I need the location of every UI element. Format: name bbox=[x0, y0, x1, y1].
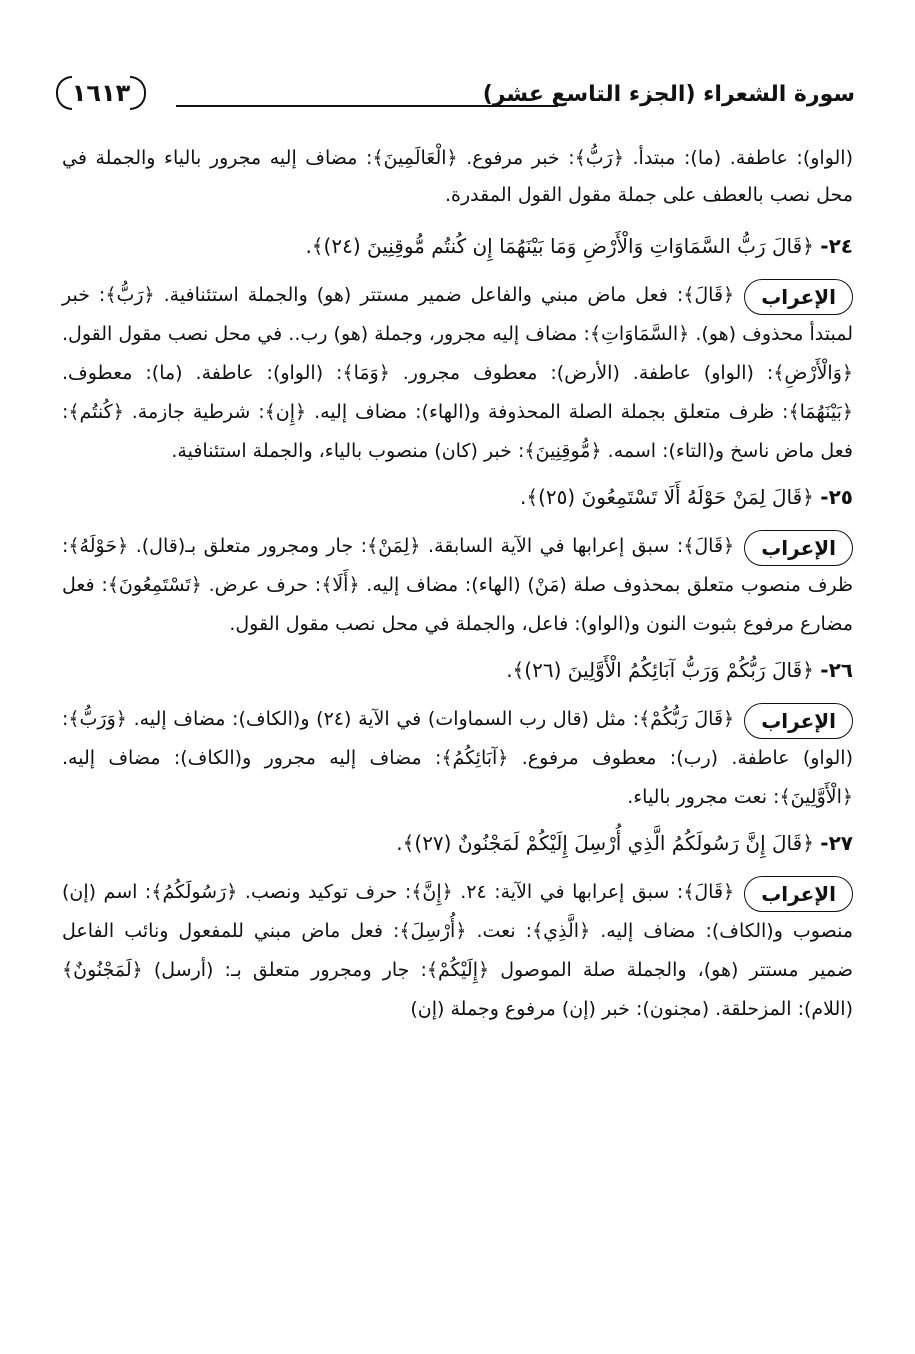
page-number: ١٦١٣ bbox=[58, 72, 144, 114]
verse-24 bbox=[62, 224, 853, 268]
verse-number: ٢٥- bbox=[820, 485, 853, 509]
irab-text: ﴿قَالَ﴾: فعل ماض مبني والفاعل ضمير مستتر (هو) والجملة استئنافية. ﴿رَبُّ﴾: خبر لمبتدأ محذوف (هو). ﴿السَّمَاوَاتِ﴾: مضاف إليه مجرور، وجملة (هو) رب.. في محل نصب مقول القول. ﴿وَالْأَرْضِ﴾: (الواو) عاطفة. (الأرض): معطوف مجرور. ﴿وَمَا﴾: (الواو): عاطفة. (ما): معطوف. ﴿بَيْنَهُمَا﴾: ظرف متعلق بجملة الصلة المحذوفة و(الهاء): مضاف إليه. ﴿إِن﴾: شرطية جازمة. ﴿كُنتُم﴾: فعل ماض ناسخ و(التاء): اسمه. ﴿مُّوقِنِينَ﴾: خبر (كان) منصوب بالياء، والجملة استئنافية. bbox=[62, 284, 853, 462]
irab-text: ﴿قَالَ﴾: سبق إعرابها في الآية: ٢٤. ﴿إِنَّ﴾: حرف توكيد ونصب. ﴿رَسُولَكُمُ﴾: اسم (إن) منصوب و(الكاف): مضاف إليه. ﴿الَّذِي﴾: نعت. ﴿أُرْسِلَ﴾: فعل ماض مبني للمفعول ونائب الفاعل ضمير مستتر (هو)، والجملة صلة الموصول ﴿إِلَيْكُمْ﴾: جار ومجرور متعلق بـ: (أرسل) ﴿لَمَجْنُونٌ﴾ (اللام): المزحلقة. (مجنون): خبر (إن) مرفوع وجملة (إن) bbox=[62, 881, 853, 1020]
verse-text: ﴿قَالَ رَبُّكُمْ وَرَبُّ آبَائِكُمُ الْأَوَّلِينَ (٢٦)﴾. bbox=[506, 658, 814, 682]
intro-paragraph: (الواو): عاطفة. (ما): مبتدأ. ﴿رَبُّ﴾: خبر مرفوع. ﴿الْعَالَمِينَ﴾: مضاف إليه مجرور بالياء والجملة في محل نصب بالعطف على جملة مقول القول المقدرة. bbox=[62, 147, 853, 206]
verse-text: ﴿قَالَ رَبُّ السَّمَاوَاتِ وَالْأَرْضِ وَمَا بَيْنَهُمَا إِن كُنتُم مُّوقِنِينَ (٢٤)﴾. bbox=[305, 234, 814, 258]
verse-text: ﴿قَالَ لِمَنْ حَوْلَهُ أَلَا تَسْتَمِعُونَ (٢٥)﴾. bbox=[520, 485, 814, 509]
verse-number: ٢٤- bbox=[820, 234, 853, 258]
verse-text: ﴿قَالَ إِنَّ رَسُولَكُمُ الَّذِي أُرْسِلَ إِلَيْكُمْ لَمَجْنُونٌ (٢٧)﴾. bbox=[396, 831, 814, 855]
irab-block-27 bbox=[62, 873, 853, 1029]
verse-26 bbox=[62, 648, 853, 692]
verse-27 bbox=[62, 821, 853, 865]
irab-block-24 bbox=[62, 276, 853, 471]
irab-block-25 bbox=[62, 527, 853, 644]
header-rule bbox=[176, 105, 558, 107]
irab-badge: الإعراب bbox=[744, 703, 853, 739]
irab-text: ﴿قَالَ رَبُّكُمْ﴾: مثل (قال رب السماوات) في الآية (٢٤) و(الكاف): مضاف إليه. ﴿وَرَبُّ﴾: (الواو) عاطفة. (رب): معطوف مرفوع. ﴿آبَائِكُمُ﴾: مضاف إليه مجرور و(الكاف): مضاف إليه. ﴿الْأَوَّلِينَ﴾: نعت مجرور بالياء. bbox=[62, 708, 853, 808]
irab-badge: الإعراب bbox=[744, 279, 853, 315]
verse-25 bbox=[62, 475, 853, 519]
verse-number: ٢٦- bbox=[820, 658, 853, 682]
irab-text: ﴿قَالَ﴾: سبق إعرابها في الآية السابقة. ﴿لِمَنْ﴾: جار ومجرور متعلق بـ(قال). ﴿حَوْلَهُ﴾: ظرف منصوب متعلق بمحذوف صلة (مَنْ) (الهاء): مضاف إليه. ﴿أَلَا﴾: حرف عرض. ﴿تَسْتَمِعُونَ﴾: فعل مضارع مرفوع بثبوت النون و(الواو): فاعل، والجملة في محل نصب مقول القول. bbox=[62, 535, 853, 635]
irab-block-26 bbox=[62, 700, 853, 817]
irab-badge: الإعراب bbox=[744, 530, 853, 566]
page-content bbox=[62, 140, 853, 1029]
page-header bbox=[58, 68, 855, 120]
verse-number: ٢٧- bbox=[820, 831, 853, 855]
running-title: سورة الشعراء (الجزء التاسع عشر) bbox=[482, 82, 855, 107]
irab-badge: الإعراب bbox=[744, 876, 853, 912]
